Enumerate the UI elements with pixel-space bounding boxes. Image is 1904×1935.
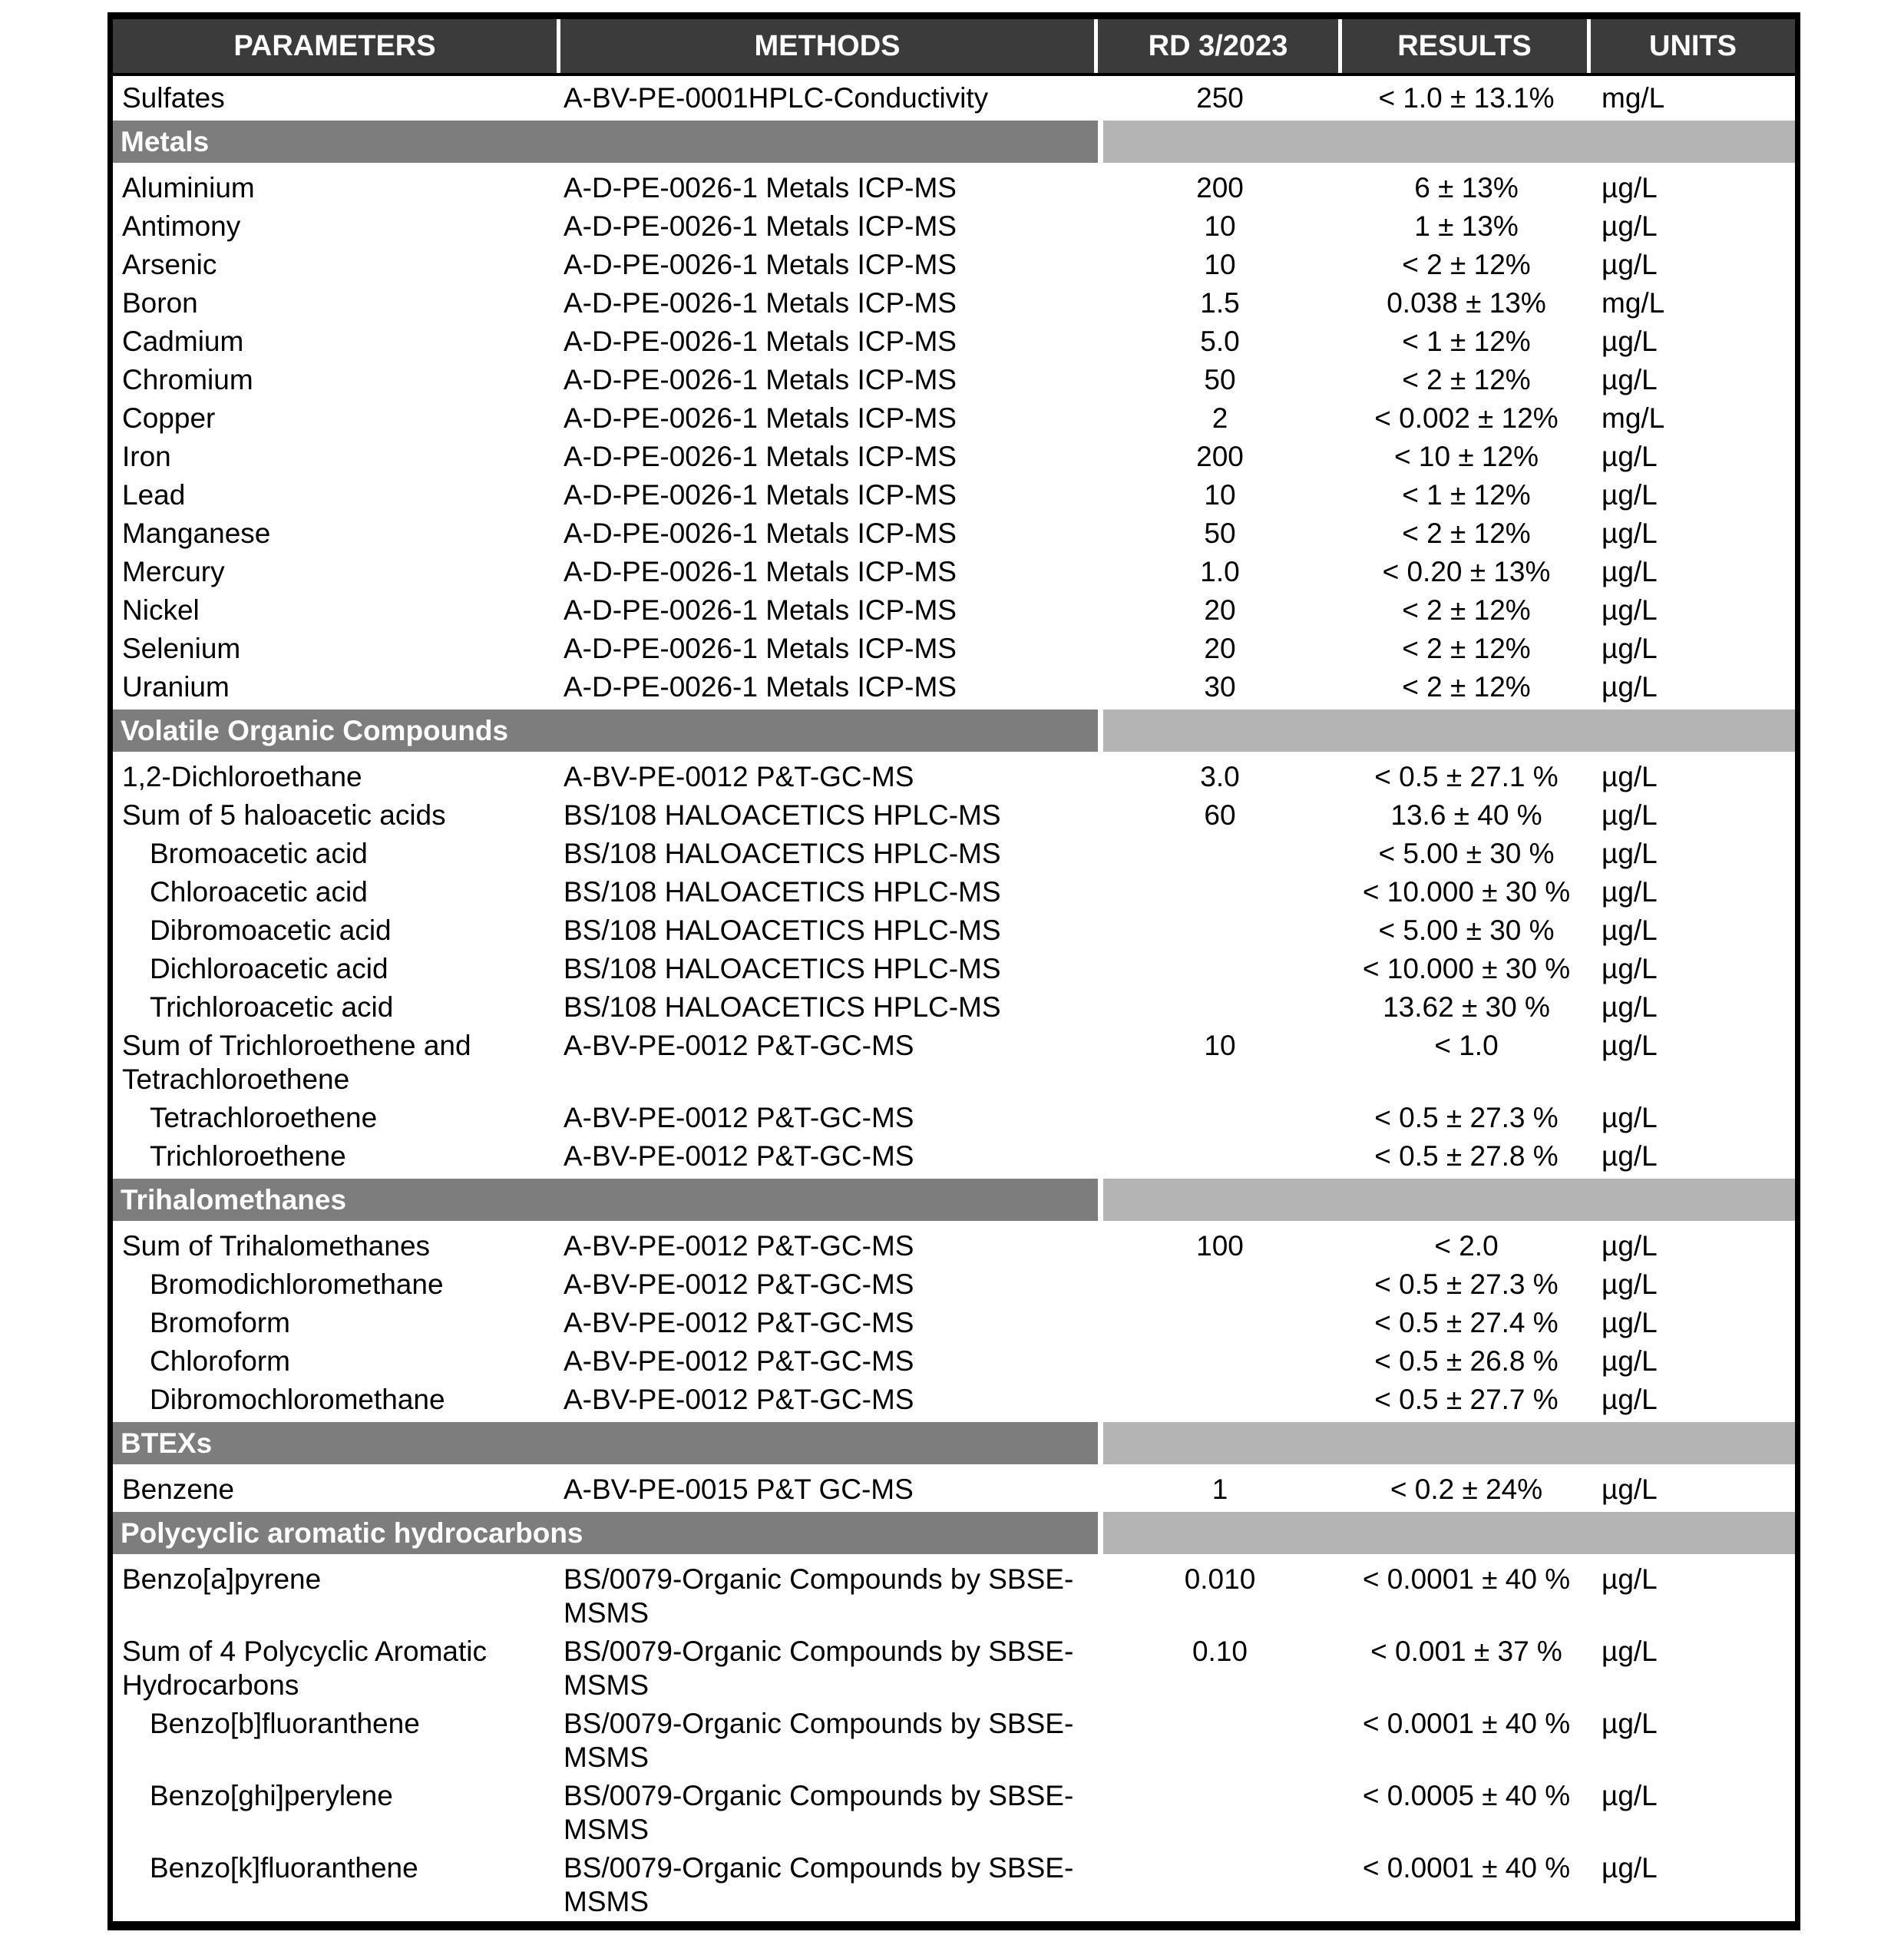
rd-limit-cell: 200: [1196, 441, 1244, 472]
method-cell: A-BV-PE-0012 P&T-GC-MS: [564, 761, 914, 792]
section-header-band: [113, 1422, 1098, 1464]
method-cell: A-D-PE-0026-1 Metals ICP-MS: [564, 172, 957, 203]
unit-cell: µg/L: [1602, 915, 1658, 946]
table-row: [113, 1304, 1795, 1342]
unit-cell: µg/L: [1602, 364, 1658, 395]
result-cell: < 0.20 ± 13%: [1382, 556, 1551, 587]
unit-cell: µg/L: [1602, 441, 1658, 472]
result-cell: < 2 ± 12%: [1402, 633, 1531, 664]
section-header-row: [113, 121, 1795, 163]
rd-limit-cell: 2: [1211, 402, 1228, 434]
unit-cell: µg/L: [1602, 1230, 1658, 1262]
table-row: [113, 246, 1795, 284]
unit-cell: µg/L: [1602, 556, 1658, 587]
unit-cell: µg/L: [1602, 1345, 1658, 1377]
unit-cell: µg/L: [1602, 1474, 1658, 1505]
rd-limit-cell: 10: [1204, 249, 1236, 280]
section-header-spacer: [1103, 1422, 1795, 1464]
unit-cell: µg/L: [1602, 1852, 1658, 1884]
unit-cell: µg/L: [1602, 671, 1658, 703]
unit-cell: µg/L: [1602, 326, 1658, 357]
result-cell: < 0.5 ± 27.3 %: [1374, 1268, 1559, 1300]
table-row: [113, 835, 1795, 873]
parameter-cell: Boron: [122, 287, 198, 319]
rd-limit-cell: 20: [1204, 633, 1236, 664]
section-header-row: [113, 1179, 1795, 1221]
result-cell: < 0.002 ± 12%: [1374, 402, 1559, 434]
unit-cell: µg/L: [1602, 479, 1658, 511]
parameter-cell: Iron: [122, 441, 171, 472]
table-row: [113, 1381, 1795, 1419]
parameter-cell: Sulfates: [122, 82, 225, 114]
rd-limit-cell: 20: [1204, 594, 1236, 626]
rd-limit-cell: 30: [1204, 671, 1236, 703]
unit-cell: µg/L: [1602, 1708, 1658, 1739]
parameter-cell: Manganese: [122, 518, 271, 549]
result-cell: < 10 ± 12%: [1394, 441, 1539, 472]
unit-cell: µg/L: [1602, 838, 1658, 869]
method-cell: A-BV-PE-0012 P&T-GC-MS: [564, 1140, 914, 1172]
method-cell: A-BV-PE-0012 P&T-GC-MS: [564, 1307, 914, 1338]
rd-limit-cell: 10: [1204, 1030, 1236, 1061]
result-cell: < 2 ± 12%: [1402, 594, 1531, 626]
rd-limit-cell: 0.10: [1192, 1636, 1248, 1667]
result-cell: < 5.00 ± 30 %: [1378, 838, 1555, 869]
unit-cell: mg/L: [1602, 287, 1665, 319]
table-row: [113, 796, 1795, 835]
result-cell: < 0.0001 ± 40 %: [1362, 1852, 1571, 1884]
result-cell: < 2 ± 12%: [1402, 249, 1531, 280]
method-cell: A-D-PE-0026-1 Metals ICP-MS: [564, 671, 957, 703]
parameter-cell: Arsenic: [122, 249, 217, 280]
section-header-spacer: [1103, 710, 1795, 752]
parameter-cell: Benzo[ghi]perylene: [150, 1780, 393, 1811]
unit-cell: µg/L: [1602, 1030, 1658, 1061]
section-header-row: [113, 1512, 1795, 1554]
rd-limit-cell: 0.010: [1184, 1563, 1256, 1595]
table-row: [113, 1099, 1795, 1137]
table-row: [113, 514, 1795, 553]
unit-cell: µg/L: [1602, 1140, 1658, 1172]
table-row: [113, 1227, 1795, 1265]
parameter-cell: Aluminium: [122, 172, 255, 203]
parameter-cell: Dibromochloromethane: [150, 1384, 445, 1415]
parameter-cell: Nickel: [122, 594, 200, 626]
rd-limit-cell: 50: [1204, 364, 1236, 395]
table-row: [113, 1560, 1795, 1632]
result-cell: < 0.2 ± 24%: [1390, 1474, 1543, 1505]
unit-cell: µg/L: [1602, 1780, 1658, 1811]
unit-cell: µg/L: [1602, 633, 1658, 664]
method-cell: BS/108 HALOACETICS HPLC-MS: [564, 838, 1001, 869]
method-cell: A-D-PE-0026-1 Metals ICP-MS: [564, 287, 957, 319]
table-row: [113, 988, 1795, 1027]
result-cell: < 0.001 ± 37 %: [1370, 1636, 1562, 1667]
parameter-cell: Dibromoacetic acid: [150, 915, 392, 946]
result-cell: < 0.0005 ± 40 %: [1362, 1780, 1571, 1811]
method-cell: A-D-PE-0026-1 Metals ICP-MS: [564, 249, 957, 280]
method-cell: A-D-PE-0026-1 Metals ICP-MS: [564, 364, 957, 395]
method-cell: A-D-PE-0026-1 Metals ICP-MS: [564, 594, 957, 626]
parameter-cell: Dichloroacetic acid: [150, 953, 388, 984]
unit-cell: mg/L: [1602, 82, 1665, 114]
section-header-spacer: [1103, 1512, 1795, 1554]
unit-cell: µg/L: [1602, 518, 1658, 549]
table-row: [113, 1342, 1795, 1381]
unit-cell: µg/L: [1602, 761, 1658, 792]
method-cell: A-D-PE-0026-1 Metals ICP-MS: [564, 441, 957, 472]
section-title: Volatile Organic Compounds: [121, 714, 509, 746]
section-header-row: [113, 710, 1795, 752]
result-cell: < 0.5 ± 27.7 %: [1374, 1384, 1559, 1415]
unit-cell: µg/L: [1602, 876, 1658, 908]
section-header-spacer: [1103, 121, 1795, 163]
table-row: [113, 322, 1795, 361]
result-cell: 13.6 ± 40 %: [1390, 799, 1542, 831]
parameter-cell: 1,2-Dichloroethane: [122, 761, 362, 792]
section-header-band: [113, 121, 1098, 163]
rd-limit-cell: 1: [1211, 1474, 1228, 1505]
parameter-cell: Sum of Trichloroethene and Tetrachloroethene: [122, 1030, 471, 1095]
table-header-row: [113, 19, 1795, 76]
result-cell: 1 ± 13%: [1414, 210, 1519, 242]
rd-limit-cell: 60: [1204, 799, 1236, 831]
unit-cell: µg/L: [1602, 991, 1658, 1023]
table-row: [113, 399, 1795, 438]
section-header-row: [113, 1422, 1795, 1464]
column-header-methods: METHODS: [560, 19, 1098, 73]
parameter-cell: Copper: [122, 402, 216, 434]
parameter-cell: Benzo[b]fluoranthene: [150, 1708, 420, 1739]
table-body: [113, 76, 1795, 1921]
method-cell: BS/108 HALOACETICS HPLC-MS: [564, 915, 1001, 946]
section-title: Metals: [121, 125, 210, 157]
parameter-cell: Uranium: [122, 671, 230, 703]
unit-cell: µg/L: [1602, 210, 1658, 242]
table-row: [113, 758, 1795, 796]
parameter-cell: Bromodichloromethane: [150, 1268, 444, 1300]
method-cell: A-BV-PE-0001HPLC-Conductivity: [564, 82, 989, 114]
parameter-cell: Trichloroacetic acid: [150, 991, 394, 1023]
parameter-cell: Chromium: [122, 364, 253, 395]
column-header-results: RESULTS: [1342, 19, 1591, 73]
unit-cell: µg/L: [1602, 1636, 1658, 1667]
result-cell: < 10.000 ± 30 %: [1362, 953, 1571, 984]
result-cell: < 2 ± 12%: [1402, 364, 1531, 395]
rd-limit-cell: 100: [1196, 1230, 1244, 1262]
parameter-cell: Benzo[k]fluoranthene: [150, 1852, 418, 1884]
unit-cell: µg/L: [1602, 249, 1658, 280]
rd-limit-cell: 10: [1204, 479, 1236, 511]
rd-limit-cell: 10: [1204, 210, 1236, 242]
table-row: [113, 1705, 1795, 1777]
section-header-band: [113, 1179, 1098, 1221]
method-cell: A-D-PE-0026-1 Metals ICP-MS: [564, 402, 957, 434]
table-row: [113, 1849, 1795, 1921]
rd-limit-cell: 250: [1196, 82, 1244, 114]
method-cell: BS/108 HALOACETICS HPLC-MS: [564, 799, 1001, 831]
table-row: [113, 1027, 1795, 1099]
table-row: [113, 1632, 1795, 1705]
method-cell: A-BV-PE-0015 P&T GC-MS: [564, 1474, 914, 1505]
table-row: [113, 911, 1795, 950]
parameter-cell: Benzene: [122, 1474, 235, 1505]
unit-cell: µg/L: [1602, 1307, 1658, 1338]
result-cell: < 10.000 ± 30 %: [1362, 876, 1571, 908]
unit-cell: µg/L: [1602, 1102, 1658, 1133]
table-row: [113, 553, 1795, 591]
method-cell: A-BV-PE-0012 P&T-GC-MS: [564, 1030, 914, 1061]
result-cell: 0.038 ± 13%: [1387, 287, 1546, 319]
column-header-rd-3-2023: RD 3/2023: [1098, 19, 1342, 73]
unit-cell: mg/L: [1602, 402, 1665, 434]
result-cell: < 0.5 ± 27.3 %: [1374, 1102, 1559, 1133]
result-cell: < 5.00 ± 30 %: [1378, 915, 1555, 946]
unit-cell: µg/L: [1602, 1563, 1658, 1595]
table-row: [113, 169, 1795, 207]
parameter-cell: Bromoform: [150, 1307, 290, 1338]
result-cell: < 1 ± 12%: [1402, 326, 1531, 357]
table-row: [113, 950, 1795, 988]
method-cell: BS/0079-Organic Compounds by SBSE-MSMS: [564, 1636, 1074, 1701]
unit-cell: µg/L: [1602, 1384, 1658, 1415]
section-title: Polycyclic aromatic hydrocarbons: [121, 1517, 583, 1549]
method-cell: A-BV-PE-0012 P&T-GC-MS: [564, 1230, 914, 1262]
parameter-cell: Sum of Trihalomethanes: [122, 1230, 431, 1262]
table-row: [113, 1137, 1795, 1176]
column-header-units: UNITS: [1649, 30, 1737, 62]
parameter-cell: Tetrachloroethene: [150, 1102, 378, 1133]
parameter-cell: Mercury: [122, 556, 225, 587]
parameter-cell: Cadmium: [122, 326, 244, 357]
method-cell: A-D-PE-0026-1 Metals ICP-MS: [564, 556, 957, 587]
parameter-cell: Sum of 5 haloacetic acids: [122, 799, 446, 831]
table-row: [113, 1777, 1795, 1849]
method-cell: A-D-PE-0026-1 Metals ICP-MS: [564, 326, 957, 357]
parameter-cell: Lead: [122, 479, 186, 511]
result-cell: < 2 ± 12%: [1402, 671, 1531, 703]
method-cell: A-BV-PE-0012 P&T-GC-MS: [564, 1384, 914, 1415]
result-cell: < 0.5 ± 27.1 %: [1374, 761, 1559, 792]
method-cell: BS/0079-Organic Compounds by SBSE-MSMS: [564, 1852, 1074, 1917]
results-table: [107, 12, 1800, 1930]
table-row: [113, 361, 1795, 399]
method-cell: A-D-PE-0026-1 Metals ICP-MS: [564, 479, 957, 511]
method-cell: BS/108 HALOACETICS HPLC-MS: [564, 953, 1001, 984]
method-cell: BS/0079-Organic Compounds by SBSE-MSMS: [564, 1708, 1074, 1773]
result-cell: 13.62 ± 30 %: [1383, 991, 1550, 1023]
table-row: [113, 591, 1795, 630]
parameter-cell: Benzo[a]pyrene: [122, 1563, 322, 1595]
table-row: [113, 79, 1795, 117]
result-cell: < 0.0001 ± 40 %: [1362, 1563, 1571, 1595]
result-cell: < 0.5 ± 26.8 %: [1374, 1345, 1559, 1377]
method-cell: BS/108 HALOACETICS HPLC-MS: [564, 876, 1001, 908]
unit-cell: µg/L: [1602, 799, 1658, 831]
parameter-cell: Selenium: [122, 633, 241, 664]
result-cell: 6 ± 13%: [1414, 172, 1519, 203]
section-header-spacer: [1103, 1179, 1795, 1221]
table-row: [113, 207, 1795, 246]
table-row: [113, 284, 1795, 322]
section-header-band: [113, 710, 1098, 752]
parameter-cell: Sum of 4 Polycyclic Aromatic Hydrocarbons: [122, 1636, 487, 1701]
method-cell: BS/0079-Organic Compounds by SBSE-MSMS: [564, 1563, 1074, 1629]
table-row: [113, 668, 1795, 706]
result-cell: < 2.0: [1434, 1230, 1499, 1262]
result-cell: < 0.5 ± 27.4 %: [1374, 1307, 1559, 1338]
method-cell: A-D-PE-0026-1 Metals ICP-MS: [564, 633, 957, 664]
result-cell: < 1.0: [1434, 1030, 1499, 1061]
parameter-cell: Chloroacetic acid: [150, 876, 368, 908]
method-cell: A-BV-PE-0012 P&T-GC-MS: [564, 1102, 914, 1133]
method-cell: A-BV-PE-0012 P&T-GC-MS: [564, 1268, 914, 1300]
result-cell: < 1 ± 12%: [1402, 479, 1531, 511]
method-cell: BS/0079-Organic Compounds by SBSE-MSMS: [564, 1780, 1074, 1845]
rd-limit-cell: 50: [1204, 518, 1236, 549]
rd-limit-cell: 3.0: [1200, 761, 1240, 792]
parameter-cell: Trichloroethene: [150, 1140, 346, 1172]
result-cell: < 0.0001 ± 40 %: [1362, 1708, 1571, 1739]
parameter-cell: Bromoacetic acid: [150, 838, 368, 869]
unit-cell: µg/L: [1602, 172, 1658, 203]
unit-cell: µg/L: [1602, 1268, 1658, 1300]
table-row: [113, 873, 1795, 911]
rd-limit-cell: 200: [1196, 172, 1244, 203]
parameter-cell: Antimony: [122, 210, 241, 242]
column-header-parameters: PARAMETERS: [113, 19, 560, 73]
section-header-band: [113, 1512, 1098, 1554]
result-cell: < 2 ± 12%: [1402, 518, 1531, 549]
rd-limit-cell: 5.0: [1200, 326, 1240, 357]
parameter-cell: Chloroform: [150, 1345, 290, 1377]
unit-cell: µg/L: [1602, 953, 1658, 984]
table-row: [113, 1265, 1795, 1304]
table-row: [113, 438, 1795, 476]
table-row: [113, 476, 1795, 514]
method-cell: A-D-PE-0026-1 Metals ICP-MS: [564, 518, 957, 549]
result-cell: < 0.5 ± 27.8 %: [1374, 1140, 1559, 1172]
result-cell: < 1.0 ± 13.1%: [1378, 82, 1555, 114]
table-row: [113, 630, 1795, 668]
method-cell: BS/108 HALOACETICS HPLC-MS: [564, 991, 1001, 1023]
rd-limit-cell: 1.5: [1200, 287, 1240, 319]
rd-limit-cell: 1.0: [1200, 556, 1240, 587]
unit-cell: µg/L: [1602, 594, 1658, 626]
method-cell: A-D-PE-0026-1 Metals ICP-MS: [564, 210, 957, 242]
method-cell: A-BV-PE-0012 P&T-GC-MS: [564, 1345, 914, 1377]
table-row: [113, 1470, 1795, 1509]
section-title: Trihalomethanes: [121, 1183, 347, 1216]
section-title: BTEXs: [121, 1427, 213, 1459]
